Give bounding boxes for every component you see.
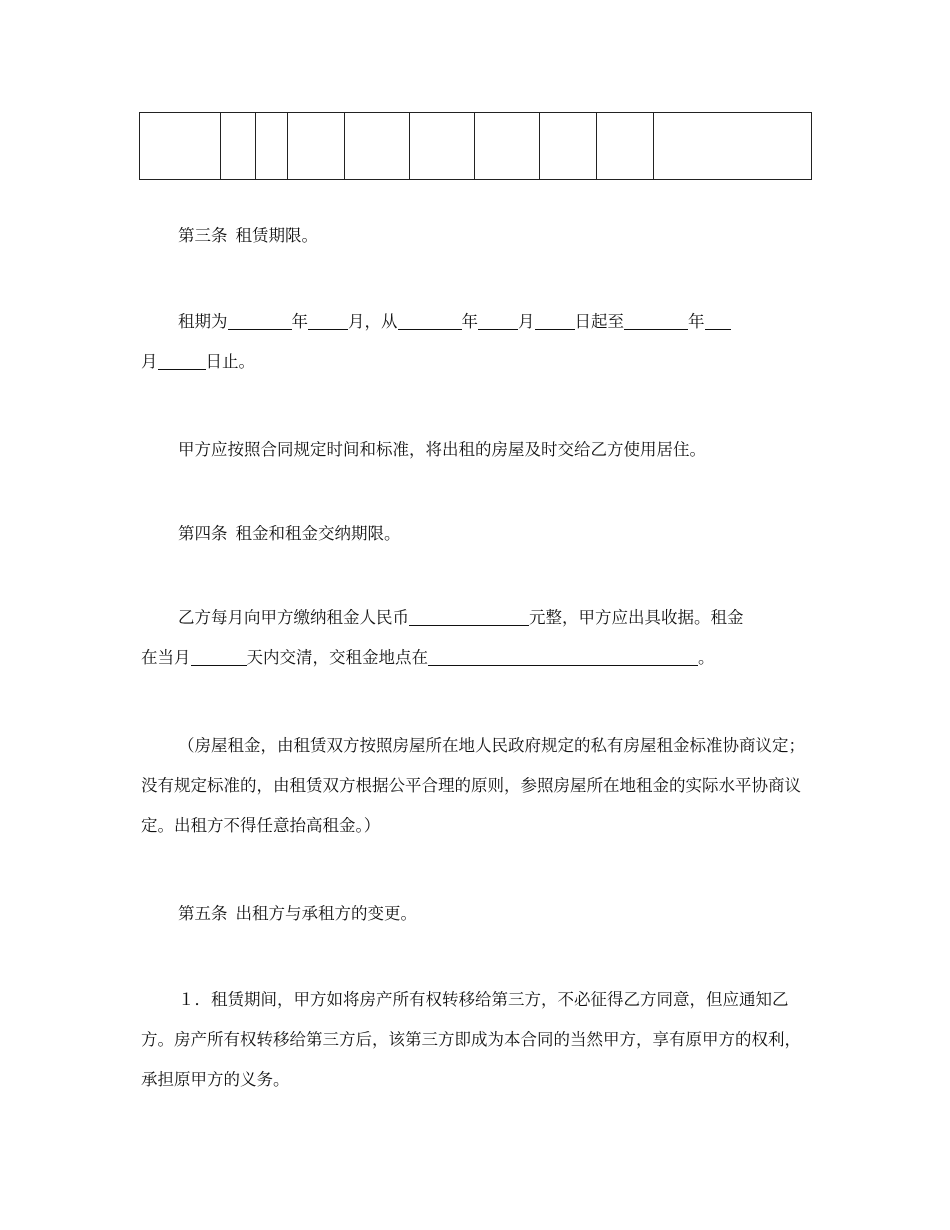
article-number: 第五条 <box>178 904 228 923</box>
table-cell <box>221 113 256 180</box>
lease-term-line1: 租期为 年 月，从 年 月 日起至 年 <box>141 302 813 342</box>
table-cell <box>475 113 540 180</box>
article-number: 第四条 <box>178 524 228 543</box>
rent-note: （房屋租金，由租赁双方按照房屋所在地人民政府规定的私有房屋租金标准协商议定；没有规定标准的，由租赁双方根据公平合理的原则，参照房屋所在地租金的实际水平协商议定。出租方不得任意抬高租金。） <box>141 736 805 835</box>
blank-end-month-a[interactable] <box>705 309 731 330</box>
blank-rent-amount[interactable] <box>409 605 529 626</box>
handover-clause: 甲方应按照合同规定时间和标准，将出租的房屋及时交给乙方使用居住。 <box>178 440 706 459</box>
lease-term-line2: 月 日止。 <box>141 342 813 382</box>
blank-start-day[interactable] <box>535 309 575 330</box>
article-title: 出租方与承租方的变更。 <box>235 904 417 923</box>
article3-heading <box>141 216 813 256</box>
table-cell <box>140 113 221 180</box>
blank-start-month[interactable] <box>478 309 518 330</box>
article5-heading <box>141 894 813 934</box>
table-cell <box>540 113 597 180</box>
table-cell <box>654 113 812 180</box>
table-cell <box>410 113 475 180</box>
article-title: 租赁期限。 <box>235 226 318 245</box>
table-cell <box>256 113 288 180</box>
blank-rent-days[interactable] <box>191 645 247 666</box>
property-table <box>139 112 812 180</box>
rent-line2: 在当月 天内交清，交租金地点在 。 <box>141 638 813 678</box>
table-row <box>140 113 812 180</box>
article-number: 第三条 <box>178 226 228 245</box>
table-cell <box>597 113 654 180</box>
blank-end-day[interactable] <box>158 349 206 370</box>
table-cell <box>288 113 345 180</box>
table-cell <box>345 113 410 180</box>
article-title: 租金和租金交纳期限。 <box>235 524 401 543</box>
blank-term-months[interactable] <box>308 309 348 330</box>
clause-1: １．租赁期间，甲方如将房产所有权转移给第三方，不必征得乙方同意，但应通知乙方。房产所有权转移给第三方后，该第三方即成为本合同的当然甲方，享有原甲方的权利，承担原甲方的义务。 <box>141 990 801 1089</box>
rent-line1: 乙方每月向甲方缴纳租金人民币 元整，甲方应出具收据。租金 <box>141 598 813 638</box>
blank-rent-location[interactable] <box>428 645 698 666</box>
blank-start-year[interactable] <box>398 309 462 330</box>
article4-heading <box>141 514 813 554</box>
blank-end-year[interactable] <box>624 309 688 330</box>
blank-term-years[interactable] <box>228 309 292 330</box>
